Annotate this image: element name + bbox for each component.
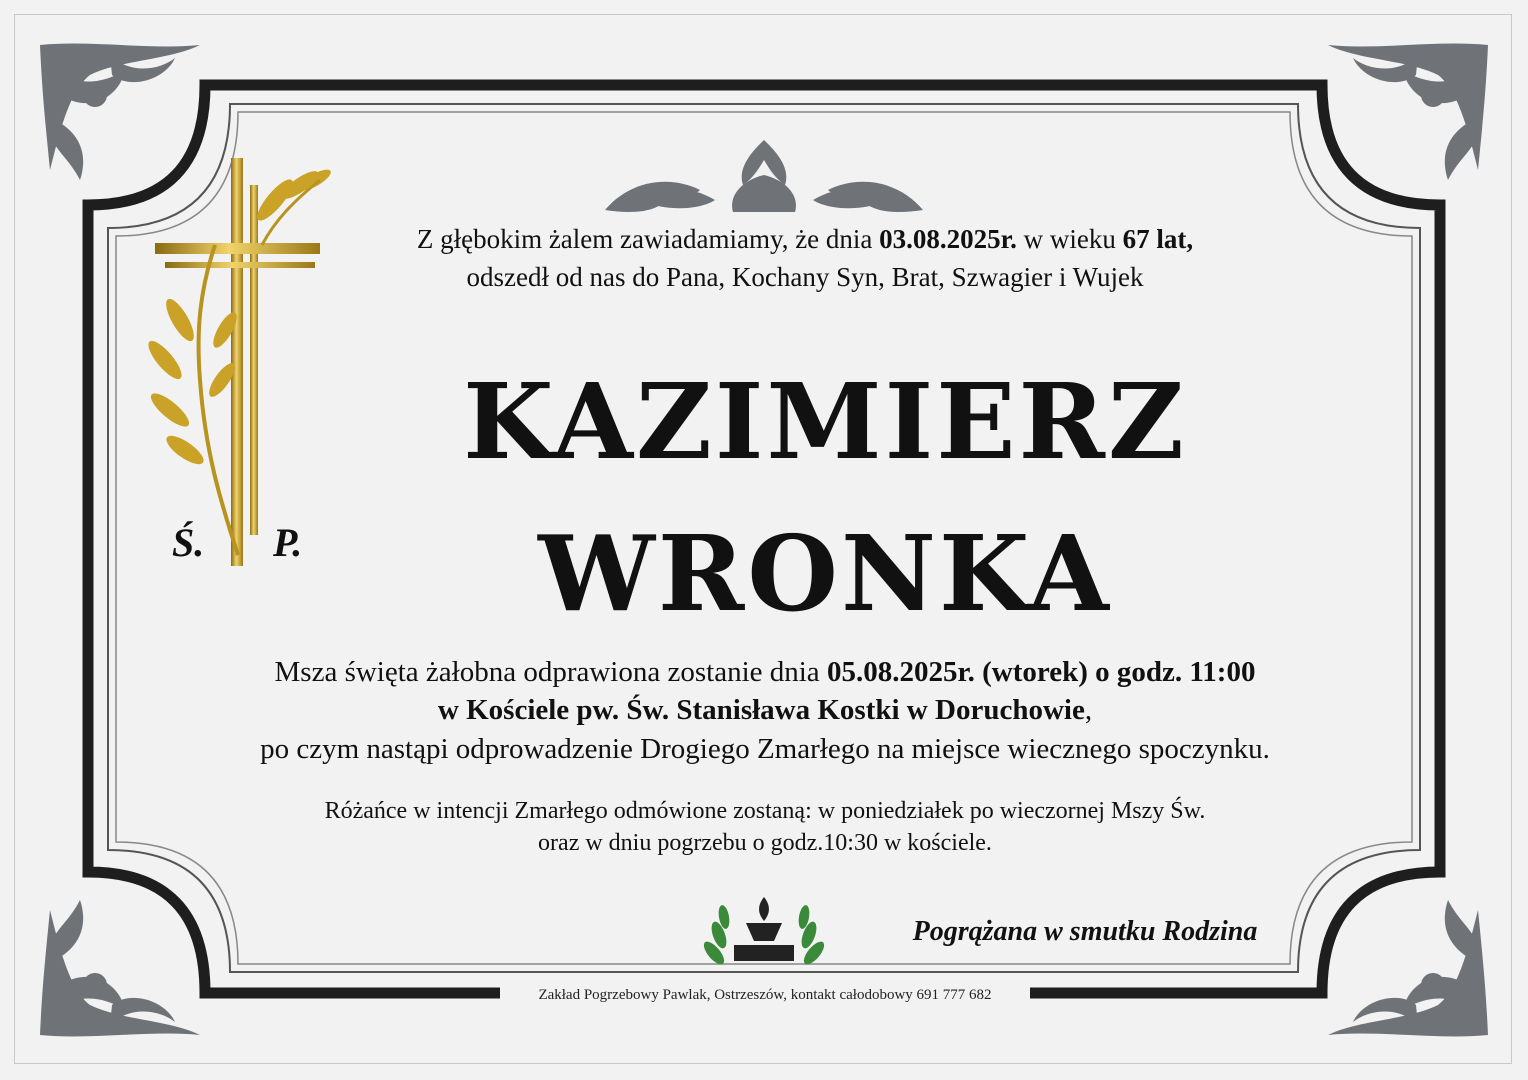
mass-date-time: 05.08.2025r. (wtorek) o godz. 11:00 [826,656,1256,688]
sp-letter-s: Ś. [172,520,205,565]
sp-letter-p: P. [273,520,303,565]
intro-line-1 [240,220,1370,258]
top-center-ornament [605,140,923,212]
corner-ornament-bottom-left [40,900,200,1036]
mass-text: Msza święta żałobna odprawiona zostanie dnia [274,656,827,688]
intro-line-2: odszedł od nas do Pana, Kochany Syn, Brat, Szwagier i Wujek [466,262,1144,292]
church-comma: , [1084,694,1093,726]
age: 67 lat, [1122,224,1194,254]
deceased-last-name: WRONKA [538,512,1112,635]
mass-line-1 [180,652,1350,692]
corner-ornament-top-left [40,44,200,180]
rosary-line-1: Różańce w intencji Zmarłego odmówione zostaną: w poniedziałek po wieczornej Mszy Św. [324,798,1206,824]
mass-line-2 [180,690,1350,730]
footer-contact: Zakład Pogrzebowy Pawlak, Ostrzeszów, kontakt całodobowy 691 777 682 [500,984,1030,1006]
corner-ornament-bottom-right [1328,900,1488,1036]
intro-text: Z głębokim żalem zawiadamiamy, że dnia [416,224,880,254]
church-name: w Kościele pw. Św. Stanisława Kostki w Doruchowie [437,694,1085,726]
family-signature: Pogrążana w smutku Rodzina [912,916,1258,947]
death-date: 03.08.2025r. [879,224,1017,254]
deceased-first-name: KAZIMIERZ [463,360,1187,483]
corner-ornament-top-right [1328,44,1488,180]
mass-line-3: po czym nastąpi odprowadzenie Drogiego Zmarłego na miejsce wiecznego spoczynku. [260,733,1270,765]
pawlak-logo [700,897,827,968]
intro-age-label: w wieku [1016,224,1123,254]
rosary-line-2: oraz w dniu pogrzebu o godz.10:30 w kościele. [538,830,992,856]
